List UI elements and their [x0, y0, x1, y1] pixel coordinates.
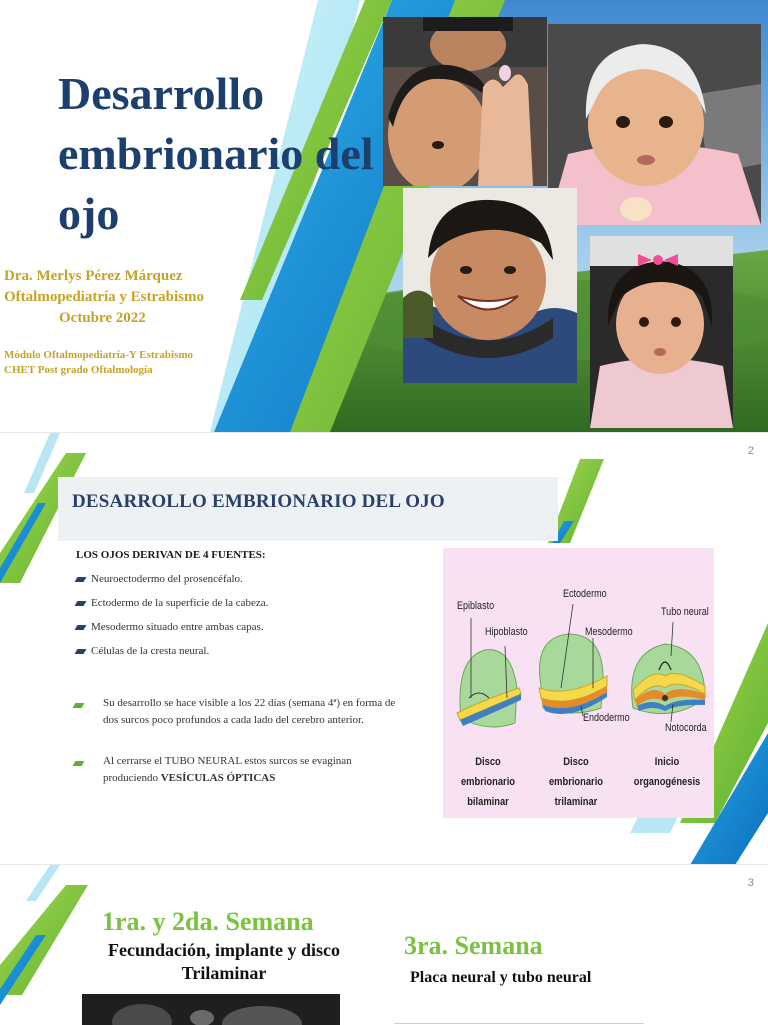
caption-line: Inicio: [654, 756, 680, 768]
photo-baby-white-hat: [548, 24, 761, 225]
slide-development: [0, 432, 768, 865]
label-ectodermo: Ectodermo: [563, 588, 607, 600]
subtitle-week-3: Placa neural y tubo neural: [410, 969, 592, 986]
bullet-marker: [75, 577, 87, 582]
highlight-optic-vesicles: VESÍCULAS ÓPTICAS: [160, 772, 276, 784]
heading-weeks-1-2: 1ra. y 2da. Semana: [102, 907, 314, 936]
list-item-text: Neuroectodermo del prosencéfalo.: [91, 573, 243, 585]
caption-organogenesis: [633, 752, 701, 792]
author-block: [4, 266, 204, 329]
list-item: [76, 567, 376, 591]
label-hipoblasto: Hipoblasto: [485, 626, 528, 638]
module-program: CHET Post grado Oftalmología: [4, 364, 153, 376]
author-name: Dra. Merlys Pérez Márquez: [4, 268, 183, 284]
paragraph-text: Al cerrarse el TUBO NEURAL estos surcos se evaginan produciendo: [103, 755, 352, 784]
list-item-text: Ectodermo de la superficie de la cabeza.: [91, 597, 269, 609]
slide-title: [0, 0, 768, 432]
caption-bilaminar: [450, 752, 527, 812]
label-tubo-neural: Tubo neural: [661, 606, 709, 618]
bullet-marker: [75, 625, 87, 630]
label-epiblasto: Epiblasto: [457, 600, 495, 612]
subtitle-weeks-1-2: Fecundación, implante y disco Trilaminar: [107, 940, 340, 983]
title-line: ojo: [58, 188, 120, 239]
presentation-title: [58, 64, 398, 244]
embryo-image: [82, 994, 340, 1025]
caption-line: bilaminar: [467, 796, 509, 808]
photo-smiling-boy: [403, 188, 577, 383]
list-item: [76, 615, 376, 639]
caption-trilaminar: [538, 752, 615, 812]
paragraph-visibility: Su desarrollo se hace visible a los 22 días (semana 4ª) en forma de dos surcos poco profundos a cada lado del cerebro anterior.: [103, 697, 396, 726]
caption-line: Disco embrionario: [460, 756, 516, 788]
page-number: 2: [747, 445, 754, 457]
label-mesodermo: Mesodermo: [585, 626, 633, 638]
author-date: Octubre 2022: [59, 310, 146, 326]
bullet-marker: [75, 649, 87, 654]
list-item: [76, 639, 376, 663]
module-block: [4, 348, 193, 378]
photo-boy-covering-eye: [383, 17, 547, 186]
title-line: Desarrollo: [58, 68, 265, 119]
label-notocorda: Notocorda: [665, 722, 707, 734]
slide-title: DESARROLLO EMBRIONARIO DEL OJO: [72, 491, 445, 512]
sources-list: [76, 567, 376, 663]
label-endodermo: Endodermo: [583, 712, 630, 724]
author-specialty: Oftalmopediatría y Estrabismo: [4, 289, 204, 305]
embryonic-disc-diagram: [443, 548, 714, 818]
paragraph-neural-tube: [103, 753, 403, 787]
list-item-text: Células de la cresta neural.: [91, 645, 210, 657]
caption-line: organogénesis: [633, 776, 701, 788]
bullet-marker: [75, 601, 87, 606]
list-item: [76, 591, 376, 615]
caption-line: trilaminar: [554, 796, 598, 808]
caption-line: Disco embrionario: [548, 756, 604, 788]
module-name: Módulo Oftalmopediatría-Y Estrabismo: [4, 349, 194, 361]
heading-week-3: 3ra. Semana: [404, 931, 543, 960]
sources-heading: LOS OJOS DERIVAN DE 4 FUENTES:: [76, 549, 266, 561]
title-line: embrionario del: [58, 128, 374, 179]
page-number: 3: [747, 877, 754, 889]
photo-baby-with-bow: [590, 236, 733, 428]
slide-weeks: [0, 864, 768, 1025]
list-item-text: Mesodermo situado entre ambas capas.: [91, 621, 264, 633]
